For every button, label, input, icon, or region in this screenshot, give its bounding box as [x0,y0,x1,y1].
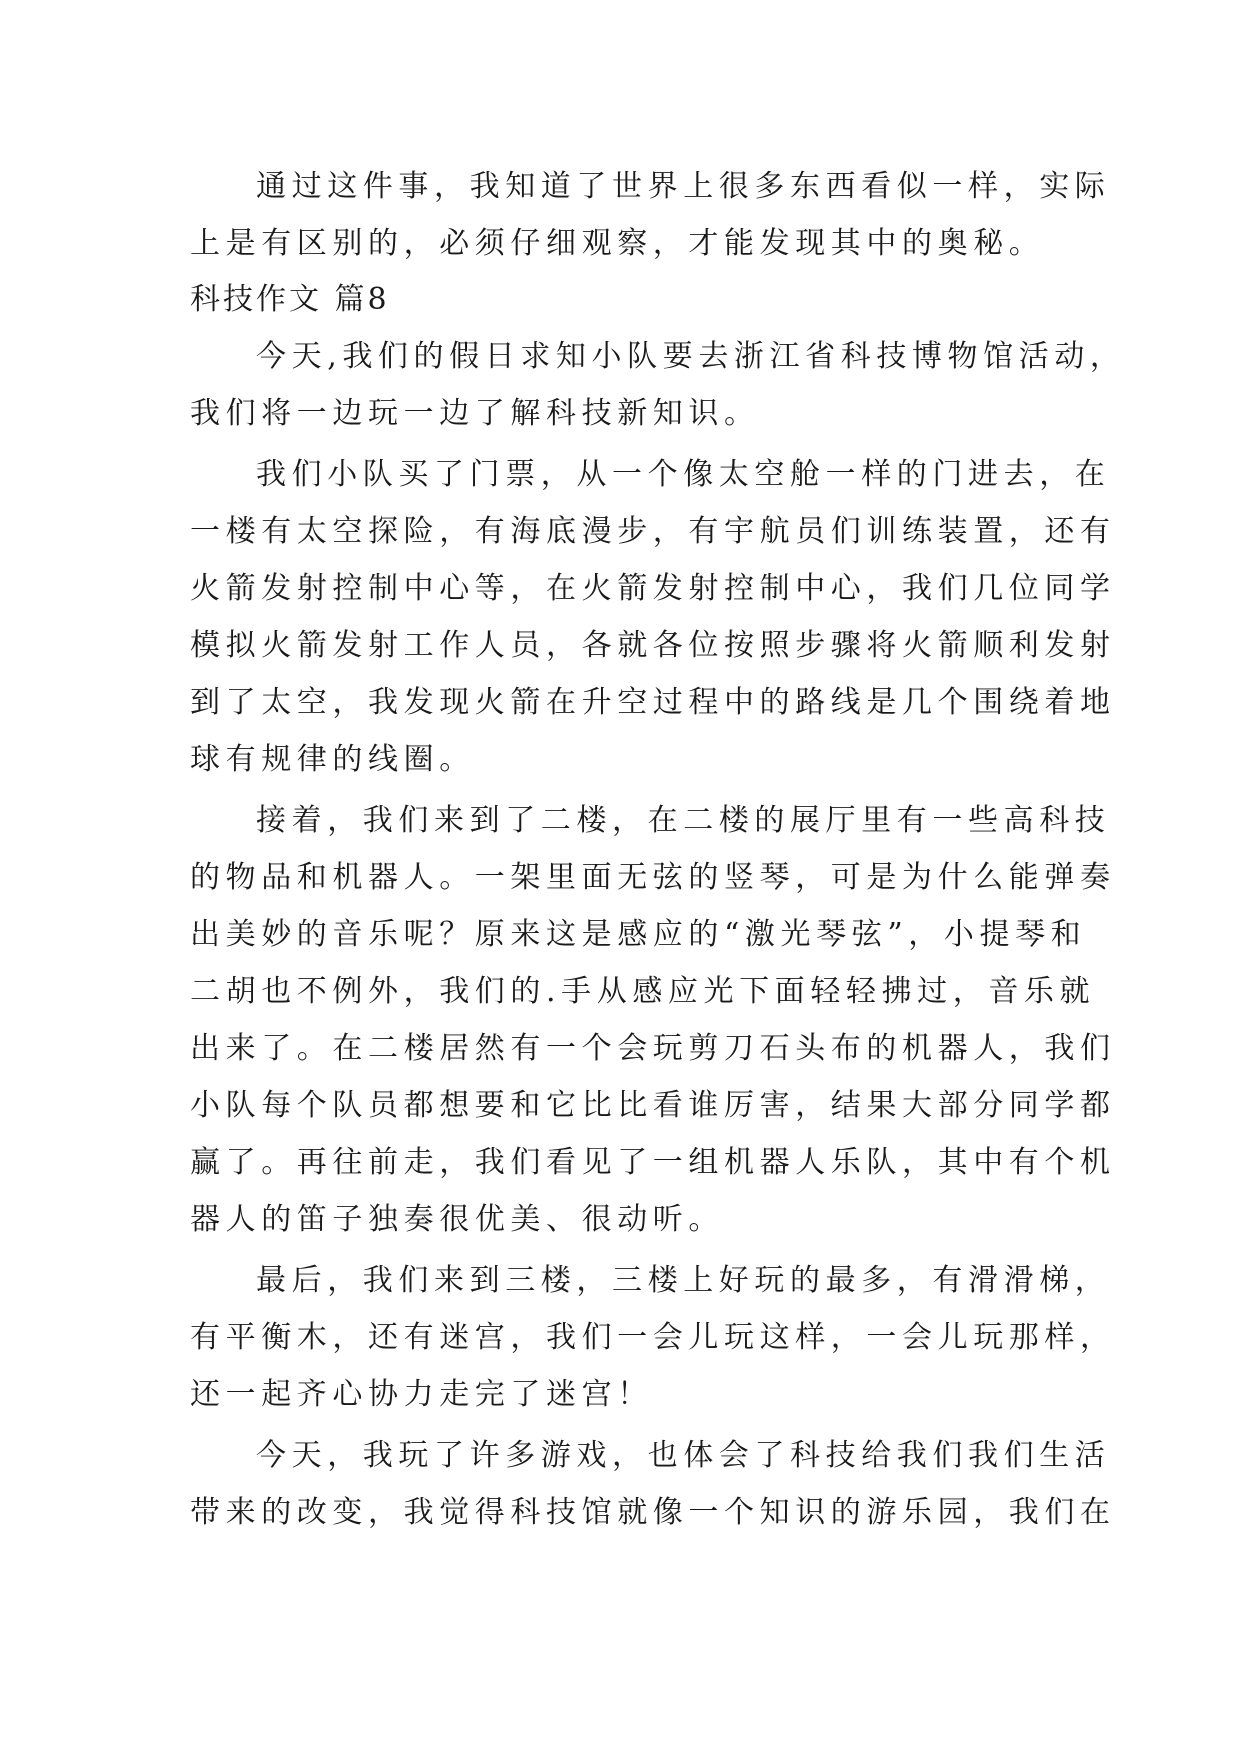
section-heading: 科技作文 篇8 [190,282,390,317]
paragraph-line: 球有规律的线圈。 [190,742,475,777]
paragraph-line: 二胡也不例外，我们的.手从感应光下面轻轻拂过，音乐就 [190,974,1096,1009]
paragraph-line: 我们将一边玩一边了解科技新知识。 [190,396,760,431]
paragraph-line: 还一起齐心协力走完了迷宫！ [190,1377,653,1412]
paragraph-line: 通过这件事，我知道了世界上很多东西看似一样，实际 [256,169,1111,204]
paragraph-line: 最后，我们来到三楼，三楼上好玩的最多，有滑滑梯， [256,1263,1111,1298]
paragraph-line: 火箭发射控制中心等，在火箭发射控制中心，我们几位同学 [190,571,1116,606]
paragraph-line: 到了太空，我发现火箭在升空过程中的路线是几个围绕着地 [190,685,1116,720]
paragraph-line: 带来的改变，我觉得科技馆就像一个知识的游乐园，我们在 [190,1495,1116,1530]
paragraph-line: 小队每个队员都想要和它比比看谁厉害，结果大部分同学都 [190,1088,1116,1123]
paragraph-line: 今天，我玩了许多游戏，也体会了科技给我们我们生活 [256,1438,1111,1473]
paragraph-line: 有平衡木，还有迷宫，我们一会儿玩这样，一会儿玩那样， [190,1320,1116,1355]
paragraph-line: 今天,我们的假日求知小队要去浙江省科技博物馆活动， [256,339,1126,374]
paragraph-line: 的物品和机器人。一架里面无弦的竖琴，可是为什么能弹奏 [190,860,1116,895]
paragraph-line: 出美妙的音乐呢？原来这是感应的“激光琴弦”，小提琴和 [190,917,1087,952]
paragraph-line: 一楼有太空探险，有海底漫步，有宇航员们训练装置，还有 [190,514,1116,549]
paragraph-line: 赢了。再往前走，我们看见了一组机器人乐队，其中有个机 [190,1145,1116,1180]
paragraph-line: 模拟火箭发射工作人员，各就各位按照步骤将火箭顺利发射 [190,628,1116,663]
paragraph-line: 我们小队买了门票，从一个像太空舱一样的门进去，在 [256,457,1111,492]
paragraph-line: 接着，我们来到了二楼，在二楼的展厅里有一些高科技 [256,803,1111,838]
paragraph-line: 上是有区别的，必须仔细观察，才能发现其中的奥秘。 [190,226,1045,261]
paragraph-line: 器人的笛子独奏很优美、很动听。 [190,1202,724,1237]
paragraph-line: 出来了。在二楼居然有一个会玩剪刀石头布的机器人，我们 [190,1031,1116,1066]
